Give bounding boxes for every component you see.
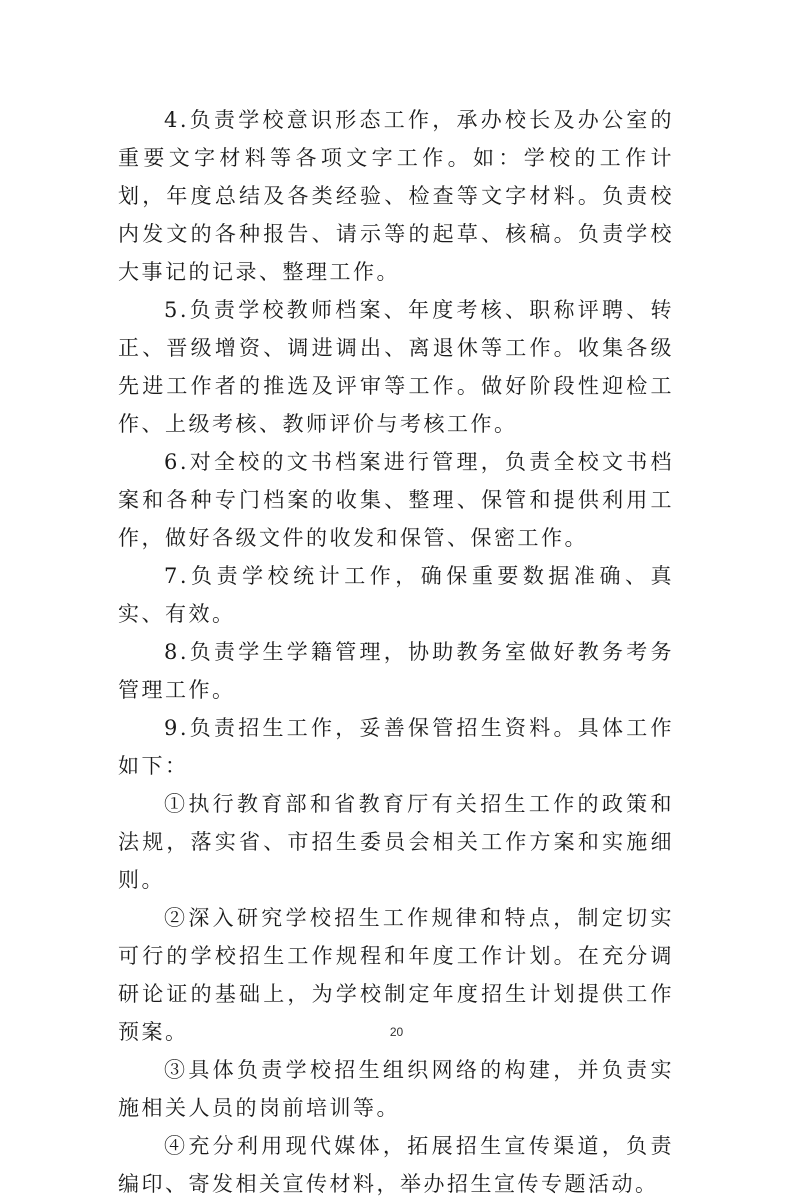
paragraph-subitem-1: ①执行教育部和省教育厅有关招生工作的政策和法规，落实省、市招生委员会相关工作方案和实施细则。 [118, 792, 674, 892]
page-number: 20 [389, 1025, 404, 1039]
paragraph-subitem-4: ④充分利用现代媒体，拓展招生宣传渠道，负责编印、寄发相关宣传材料，举办招生宣传专题活动。 [118, 1134, 674, 1196]
paragraph-duty-7: 7.负责学校统计工作，确保重要数据准确、真实、有效。 [118, 564, 674, 626]
paragraph-duty-8: 8.负责学生学籍管理，协助教务室做好教务考务管理工作。 [118, 640, 674, 702]
paragraph-subitem-3: ③具体负责学校招生组织网络的构建，并负责实施相关人员的岗前培训等。 [118, 1058, 674, 1120]
paragraph-subitem-2: ②深入研究学校招生工作规律和特点，制定切实可行的学校招生工作规程和年度工作计划。在充分调研论证的基础上，为学校制定年度招生计划提供工作预案。 [118, 906, 674, 1044]
paragraph-duty-9: 9.负责招生工作，妥善保管招生资料。具体工作如下： [118, 716, 674, 778]
paragraph-duty-4: 4.负责学校意识形态工作，承办校长及办公室的重要文字材料等各项文字工作。如：学校的工作计划，年度总结及各类经验、检查等文字材料。负责校内发文的各种报告、请示等的起草、核稿。负责学校大事记的记录、整理工作。 [118, 108, 674, 284]
paragraph-duty-5: 5.负责学校教师档案、年度考核、职称评聘、转正、晋级增资、调进调出、离退休等工作。收集各级先进工作者的推选及评审等工作。做好阶段性迎检工作、上级考核、教师评价与考核工作。 [118, 298, 674, 436]
paragraph-duty-6: 6.对全校的文书档案进行管理，负责全校文书档案和各种专门档案的收集、整理、保管和提供利用工作，做好各级文件的收发和保管、保密工作。 [118, 450, 674, 550]
